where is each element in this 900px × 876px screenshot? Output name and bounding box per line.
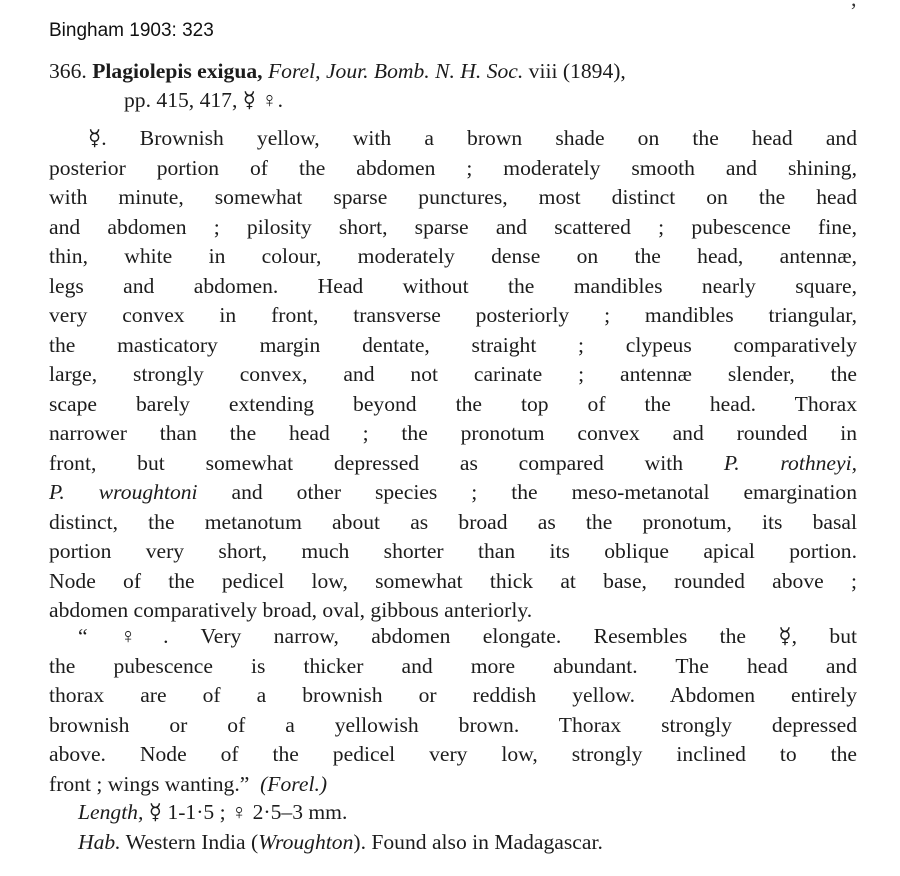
body-line: distinct, the metanotum about as broad as the pronotum, its basal <box>49 509 857 534</box>
body-line: ☿. Brownish yellow, with a brown shade on the head and <box>88 126 857 150</box>
body-line: very convex in front, transverse posteriorly ; mandibles triangular, <box>49 303 857 327</box>
species-reference: P. wroughtoni <box>49 480 198 504</box>
body-line: scape barely extending beyond the top of the head. Thorax <box>49 391 857 416</box>
length-line <box>78 798 347 828</box>
habitat-rest: ). Found also in Madagascar. <box>353 829 603 854</box>
body-text: front, but somewhat depressed as compared with <box>49 450 684 475</box>
entry-heading-line <box>49 57 859 87</box>
body-line: posterior portion of the abdomen ; moderately smooth and shining, <box>49 155 857 180</box>
habitat-line <box>78 828 603 858</box>
habitat-region: Western India ( <box>125 829 259 854</box>
body-text: front ; wings wanting.” <box>49 771 250 796</box>
body-line: abdomen comparatively broad, oval, gibbous anteriorly. <box>49 598 533 622</box>
body-line: above. Node of the pedicel very low, strongly inclined to the <box>49 742 857 766</box>
body-line: large, strongly convex, and not carinate ; antennæ slender, the <box>49 362 857 386</box>
length-label: Length, <box>78 800 144 824</box>
body-line <box>49 449 857 479</box>
body-line <box>49 478 857 508</box>
body-line: portion very short, much shorter than its oblique apical portion. <box>49 539 857 563</box>
page-caption: Bingham 1903: 323 <box>49 20 214 41</box>
citation: (Forel.) <box>260 771 328 796</box>
body-line: the pubescence is thicker and more abundant. The head and <box>49 653 857 678</box>
length-value: ☿ 1-1·5 ; ♀ 2·5–3 mm. <box>148 800 348 824</box>
species-reference: P. rothneyi, <box>723 450 857 475</box>
volume-year: viii (1894), <box>528 59 626 83</box>
body-line: brownish or of a yellowish brown. Thorax strongly depressed <box>49 712 857 737</box>
entry-number: 366. <box>49 59 87 83</box>
body-line: with minute, somewhat sparse punctures, most distinct on the head <box>49 185 857 209</box>
body-line: and abdomen ; pilosity short, sparse and scattered ; pubescence fine, <box>49 214 857 239</box>
body-line: narrower than the head ; the pronotum convex and rounded in <box>49 421 857 445</box>
corner-mark <box>851 0 857 12</box>
collector-name: Wroughton <box>258 829 354 854</box>
species-name: Plagiolepis exigua, <box>92 59 263 83</box>
body-line: “ ♀. Very narrow, abdomen elongate. Resembles the ☿, but <box>78 624 857 648</box>
body-line: thin, white in colour, moderately dense on the head, antennæ, <box>49 244 857 268</box>
body-line: legs and abdomen. Head without the mandibles nearly square, <box>49 273 857 298</box>
body-line: the masticatory margin dentate, straight ; clypeus comparatively <box>49 332 857 357</box>
entry-pages-line <box>124 86 283 116</box>
body-line: Node of the pedicel low, somewhat thick at base, rounded above ; <box>49 568 857 593</box>
entry-pages-sexes: pp. 415, 417, ☿ ♀. <box>124 88 284 112</box>
body-line <box>49 770 327 800</box>
author-reference: Forel, Jour. Bomb. N. H. Soc. <box>267 59 524 83</box>
habitat-label: Hab. <box>78 829 121 854</box>
body-text: and other species ; the meso-metanotal emargination <box>231 480 857 504</box>
body-line: thorax are of a brownish or reddish yellow. Abdomen entirely <box>49 683 857 707</box>
